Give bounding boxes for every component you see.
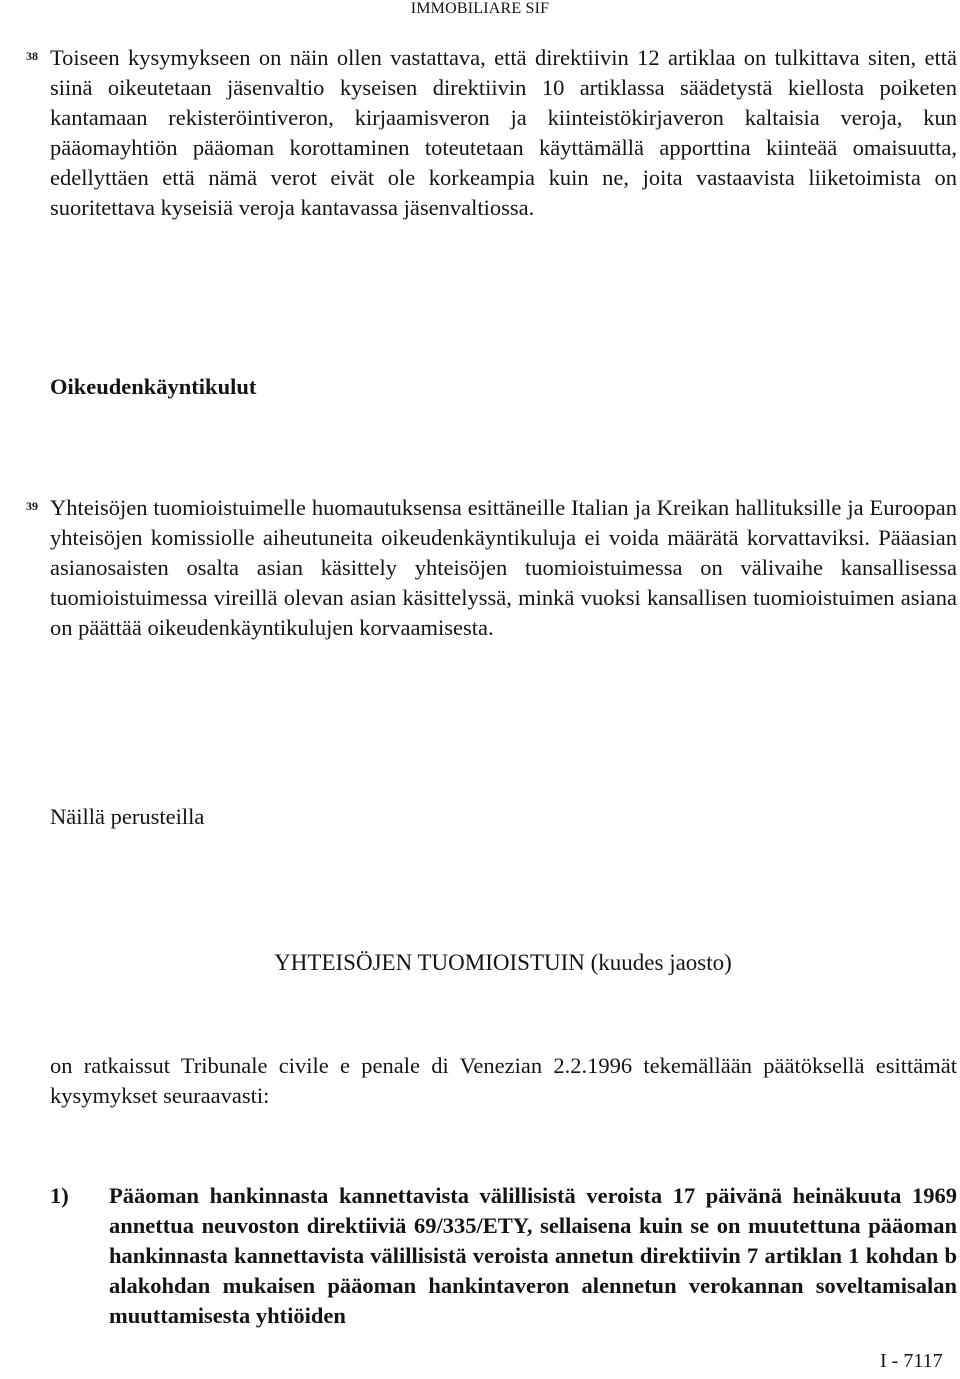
ruling-item-number: 1) [50, 1183, 69, 1208]
paragraph-number: 38 [26, 49, 38, 63]
grounds-line: Näillä perusteilla [50, 804, 205, 829]
paragraph-38-text: Toiseen kysymykseen on näin ollen vastattava, että direktiivin 12 artiklaa on tulkittava siten, että siinä oikeutetaan jäsenvaltio kyseisen direktiivin 10 artiklassa säädetystä kiellosta poiketen kantamaan rekisteröintiveron, kirjaamisveron ja kiinteistökirjaveron kaltaisia veroja, kun pääomayhtiön pääoman korottaminen toteutetaan käyttämällä apporttina kiinteää omaisuutta, edellyttäen että nämä verot eivät ole korkeampia kuin ne, joita vastaavista liiketoimista on suoritettava kyseisiä veroja kantavassa jäsenvaltiossa. [50, 45, 957, 220]
running-header: IMMOBILIARE SIF [410, 0, 550, 17]
page-number: I - 7117 [880, 1350, 943, 1372]
ruling-item-text: Pääoman hankinnasta kannettavista välillisistä veroista 17 päivänä heinäkuuta 1969 annettua neuvoston direktiiviä 69/335/ETY, sellaisena kuin se on muutettuna pääoman hankinnasta kannettavista välillisistä veroista annetun direktiivin 7 artiklan 1 kohdan b alakohdan mukaisen pääoman hankintaveron alennetun verokannan soveltamisalan muuttamisesta yhtiöiden [109, 1183, 957, 1328]
paragraph-number: 39 [26, 499, 38, 513]
paragraph-39-text: Yhteisöjen tuomioistuimelle huomautuksensa esittäneille Italian ja Kreikan hallituksille ja Euroopan yhteisöjen komissiolle aiheutuneita oikeudenkäyntikuluja ei voida määrätä korvattaviksi. Pääasian asianosaisten osalta asian käsittely yhteisöjen tuomioistuimessa on välivaihe kansallisessa tuomioistuimessa vireillä olevan asian käsittelyssä, minkä vuoksi kansallisen tuomioistuimen asiana on päättää oikeudenkäyntikulujen korvaamisesta. [50, 495, 957, 640]
ruling-intro: on ratkaissut Tribunale civile e penale di Venezian 2.2.1996 tekemällään päätöksellä esittämät kysymykset seuraavasti: [50, 1053, 957, 1108]
section-heading: Oikeudenkäyntikulut [50, 374, 257, 399]
court-line: YHTEISÖJEN TUOMIOISTUIN (kuudes jaosto) [274, 950, 732, 975]
ruling-item [50, 1181, 957, 1331]
